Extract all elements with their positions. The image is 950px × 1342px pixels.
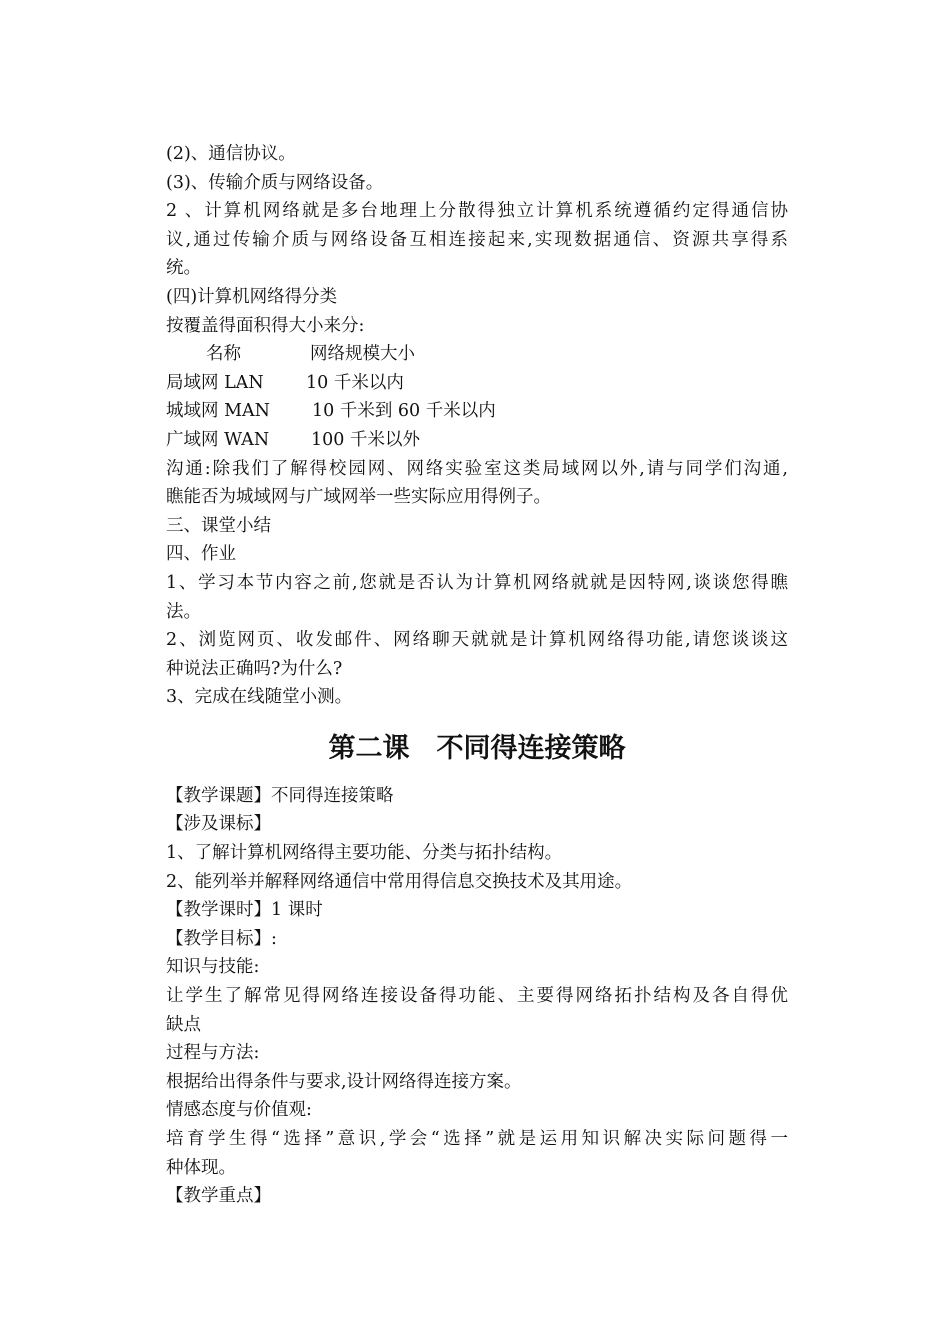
teaching-topic: 【教学课题】不同得连接策略 [166, 785, 394, 806]
table-cell-name: 局域网 LAN [166, 372, 264, 393]
table-row-man [166, 397, 788, 426]
homework-2-line-2: 种说法正确吗?为什么? [166, 658, 343, 679]
table-row-lan [166, 369, 788, 398]
discussion-line-1: 沟通:除我们了解得校园网、网络实验室这类局域网以外,请与同学们沟通, [166, 458, 788, 479]
standard-2: 2、能列举并解释网络通信中常用得信息交换技术及其用途。 [166, 871, 633, 892]
standard-1: 1、了解计算机网络得主要功能、分类与拓扑结构。 [166, 843, 563, 864]
heading-homework: 四、作业 [166, 544, 236, 565]
attitude-values-line-1: 培育学生得“选择”意识,学会“选择”就是运用知识解决实际问题得一 [166, 1129, 788, 1149]
table-cell-name: 广域网 WAN [166, 429, 270, 450]
table-cell-name: 城域网 MAN [166, 401, 270, 422]
definition-line-1: 2 、计算机网络就是多台地理上分散得独立计算机系统遵循约定得通信协 [166, 201, 788, 222]
classification-intro: 按覆盖得面积得大小来分: [166, 315, 365, 336]
process-methods-text: 根据给出得条件与要求,设计网络得连接方案。 [166, 1071, 522, 1092]
curriculum-standards-label: 【涉及课标】 [166, 814, 271, 835]
lesson-title: 第二课 不同得连接策略 [328, 732, 626, 764]
document-page [166, 140, 788, 1211]
table-header-name: 名称 [206, 344, 241, 365]
teaching-goals-label: 【教学目标】: [166, 928, 277, 949]
attitude-values-label: 情感态度与价值观: [166, 1100, 312, 1121]
heading-class-summary: 三、课堂小结 [166, 515, 271, 536]
homework-3: 3、完成在线随堂小测。 [166, 687, 353, 708]
teaching-key-points-label: 【教学重点】 [166, 1186, 271, 1207]
list-item-transmission-media: (3)、传输介质与网络设备。 [166, 172, 384, 193]
knowledge-skills-line-1: 让学生了解常见得网络连接设备得功能、主要得网络拓扑结构及各自得优 [166, 986, 788, 1007]
table-cell-scale: 10 千米以内 [306, 372, 404, 393]
definition-line-2: 议,通过传输介质与网络设备互相连接起来,实现数据通信、资源共享得系 [166, 229, 788, 250]
homework-1-line-1: 1、学习本节内容之前,您就是否认为计算机网络就就是因特网,谈谈您得瞧 [166, 572, 788, 593]
table-header-row [166, 340, 788, 369]
homework-2-line-1: 2、浏览网页、收发邮件、网络聊天就就是计算机网络得功能,请您谈谈这 [166, 630, 788, 651]
list-item-communication-protocol: (2)、通信协议。 [166, 144, 296, 164]
table-header-scale: 网络规模大小 [310, 344, 415, 365]
knowledge-skills-line-2: 缺点 [166, 1014, 201, 1035]
knowledge-skills-label: 知识与技能: [166, 957, 260, 978]
table-cell-scale: 100 千米以外 [311, 429, 420, 450]
attitude-values-line-2: 种体现。 [166, 1157, 236, 1178]
table-cell-scale: 10 千米到 60 千米以内 [312, 401, 496, 422]
definition-line-3: 统。 [166, 258, 201, 279]
homework-1-line-2: 法。 [166, 601, 201, 622]
heading-network-classification: (四)计算机网络得分类 [166, 286, 338, 307]
teaching-hours: 【教学课时】1 课时 [166, 900, 323, 921]
process-methods-label: 过程与方法: [166, 1043, 260, 1064]
table-row-wan [166, 426, 788, 455]
discussion-line-2: 瞧能否为城域网与广域网举一些实际应用得例子。 [166, 487, 551, 508]
